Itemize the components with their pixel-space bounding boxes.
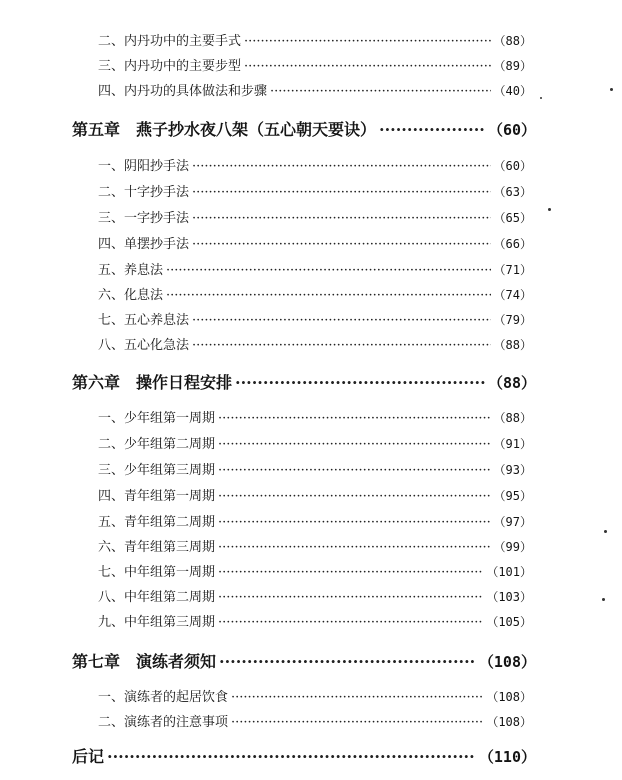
toc-entry bbox=[98, 259, 532, 278]
toc-page-number: （110） bbox=[478, 748, 536, 766]
dot-leader bbox=[192, 159, 491, 174]
toc-entry bbox=[98, 611, 532, 630]
toc-page-number: （88） bbox=[487, 374, 536, 392]
toc-entry-title: 二、十字抄手法 bbox=[98, 185, 190, 200]
dot-leader bbox=[218, 437, 491, 452]
toc-entry bbox=[98, 181, 532, 200]
dot-leader bbox=[218, 565, 483, 580]
dot-leader bbox=[244, 59, 491, 74]
toc-entry-title: 四、单摆抄手法 bbox=[98, 237, 190, 252]
dot-leader bbox=[218, 515, 491, 530]
scan-speck bbox=[602, 598, 605, 601]
toc-entry bbox=[98, 284, 532, 303]
toc-entry bbox=[98, 309, 532, 328]
dot-leader bbox=[192, 211, 491, 226]
dot-leader bbox=[218, 463, 491, 478]
dot-leader bbox=[107, 747, 476, 766]
scan-speck bbox=[604, 530, 607, 533]
dot-leader bbox=[270, 84, 491, 99]
toc-page-number: （97） bbox=[493, 515, 532, 529]
toc-entry bbox=[98, 459, 532, 478]
toc-entry bbox=[98, 433, 532, 452]
scan-speck bbox=[548, 208, 551, 211]
toc-entry-title: 一、阴阳抄手法 bbox=[98, 159, 190, 174]
toc-page-number: （91） bbox=[493, 437, 532, 451]
toc-entry-title: 八、中年组第二周期 bbox=[98, 590, 216, 605]
toc-entry bbox=[98, 80, 532, 99]
scan-speck bbox=[610, 88, 613, 91]
toc-page-number: （60） bbox=[493, 159, 532, 173]
toc-page-number: （108） bbox=[478, 653, 536, 671]
toc-page-number: （101） bbox=[486, 565, 532, 579]
toc-chapter bbox=[72, 744, 536, 767]
dot-leader bbox=[166, 263, 491, 278]
toc-chapter bbox=[72, 370, 536, 393]
toc-entry bbox=[98, 686, 532, 705]
toc-chapter bbox=[72, 649, 536, 672]
toc-entry bbox=[98, 711, 532, 730]
dot-leader bbox=[192, 185, 491, 200]
dot-leader bbox=[218, 540, 491, 555]
toc-entry-title: 七、五心养息法 bbox=[98, 313, 190, 328]
toc-page-number: （108） bbox=[486, 690, 532, 704]
toc-entry bbox=[98, 207, 532, 226]
dot-leader bbox=[379, 120, 485, 139]
toc-entry-title: 七、中年组第一周期 bbox=[98, 565, 216, 580]
toc-entry-title: 三、内丹功中的主要步型 bbox=[98, 59, 242, 74]
toc-page-number: （105） bbox=[486, 615, 532, 629]
toc-entry bbox=[98, 233, 532, 252]
toc-page-number: （103） bbox=[486, 590, 532, 604]
toc-entry bbox=[98, 485, 532, 504]
toc-page-number: （88） bbox=[493, 34, 532, 48]
toc-entry bbox=[98, 155, 532, 174]
toc-page-number: （65） bbox=[493, 211, 532, 225]
scan-speck bbox=[540, 97, 542, 99]
toc-chapter-title: 第六章 操作日程安排 bbox=[72, 373, 233, 392]
toc-chapter-title: 后记 bbox=[72, 747, 105, 766]
dot-leader bbox=[192, 338, 491, 353]
toc-page-number: （88） bbox=[493, 338, 532, 352]
toc-entry-title: 六、化息法 bbox=[98, 288, 164, 303]
dot-leader bbox=[166, 288, 491, 303]
toc-entry bbox=[98, 407, 532, 426]
toc-entry bbox=[98, 561, 532, 580]
toc-entry bbox=[98, 586, 532, 605]
toc-entry bbox=[98, 55, 532, 74]
toc-page-number: （66） bbox=[493, 237, 532, 251]
toc-entry-title: 四、内丹功的具体做法和步骤 bbox=[98, 84, 268, 99]
toc-entry-title: 一、少年组第一周期 bbox=[98, 411, 216, 426]
dot-leader bbox=[218, 489, 491, 504]
toc-chapter-title: 第五章 燕子抄水夜八架（五心朝天要诀） bbox=[72, 120, 377, 139]
dot-leader bbox=[231, 715, 483, 730]
toc-entry bbox=[98, 30, 532, 49]
toc-entry-title: 四、青年组第一周期 bbox=[98, 489, 216, 504]
dot-leader bbox=[244, 34, 491, 49]
toc-entry-title: 一、演练者的起居饮食 bbox=[98, 690, 229, 705]
dot-leader bbox=[218, 411, 491, 426]
toc-page-number: （71） bbox=[493, 263, 532, 277]
toc-entry-title: 八、五心化急法 bbox=[98, 338, 190, 353]
toc-entry-title: 三、一字抄手法 bbox=[98, 211, 190, 226]
dot-leader bbox=[219, 652, 476, 671]
toc-page-number: （108） bbox=[486, 715, 532, 729]
toc-entry bbox=[98, 536, 532, 555]
toc-entry-title: 二、内丹功中的主要手式 bbox=[98, 34, 242, 49]
toc-page-number: （40） bbox=[493, 84, 532, 98]
toc-entry-title: 九、中年组第三周期 bbox=[98, 615, 216, 630]
toc-page-number: （63） bbox=[493, 185, 532, 199]
toc-chapter-title: 第七章 演练者须知 bbox=[72, 652, 217, 671]
toc-entry-title: 二、少年组第二周期 bbox=[98, 437, 216, 452]
toc-page-number: （74） bbox=[493, 288, 532, 302]
dot-leader bbox=[235, 373, 485, 392]
dot-leader bbox=[218, 615, 483, 630]
dot-leader bbox=[192, 313, 491, 328]
toc-entry bbox=[98, 511, 532, 530]
toc-entry-title: 六、青年组第三周期 bbox=[98, 540, 216, 555]
toc-chapter bbox=[72, 117, 536, 140]
toc-page-number: （60） bbox=[487, 121, 536, 139]
toc-entry bbox=[98, 334, 532, 353]
toc-page-number: （88） bbox=[493, 411, 532, 425]
toc-entry-title: 五、青年组第二周期 bbox=[98, 515, 216, 530]
toc-page-number: （99） bbox=[493, 540, 532, 554]
dot-leader bbox=[192, 237, 491, 252]
toc-entry-title: 三、少年组第三周期 bbox=[98, 463, 216, 478]
toc-page-number: （93） bbox=[493, 463, 532, 477]
toc-page-number: （95） bbox=[493, 489, 532, 503]
toc-entry-title: 二、演练者的注意事项 bbox=[98, 715, 229, 730]
toc-page-number: （89） bbox=[493, 59, 532, 73]
toc-entry-title: 五、养息法 bbox=[98, 263, 164, 278]
dot-leader bbox=[218, 590, 483, 605]
toc-page-number: （79） bbox=[493, 313, 532, 327]
dot-leader bbox=[231, 690, 483, 705]
